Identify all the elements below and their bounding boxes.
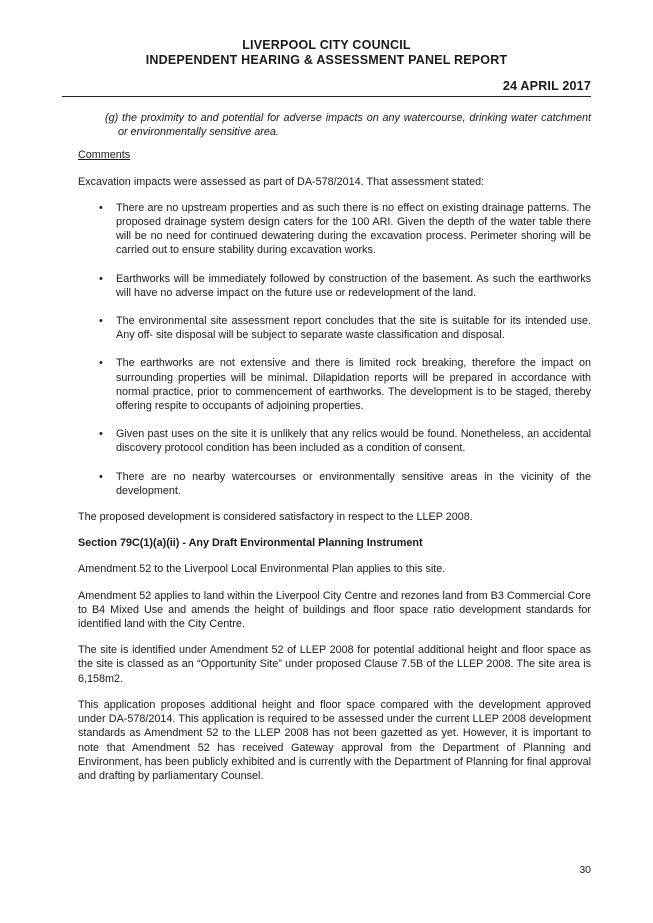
body-paragraph: Amendment 52 to the Liverpool Local Environmental Plan applies to this site.: [78, 563, 446, 576]
bullet-icon: •: [99, 272, 103, 285]
report-title: INDEPENDENT HEARING & ASSESSMENT PANEL REPORT: [145, 53, 508, 67]
bullet-item: [78, 314, 591, 342]
bullet-item: [78, 356, 591, 413]
bullet-text: There are no upstream properties and as such there is no effect on existing drainage patterns. The proposed drainage system design caters for the 100 ARI. Given the depth of the water table there will be no need for continued dewatering during the excavation process. Perimeter shoring will be carried out to ensure stability during excavation works.: [116, 201, 591, 257]
bullet-item: [78, 470, 591, 498]
assessment-bullet-list: [78, 201, 591, 498]
bullet-item: [78, 427, 591, 455]
bullet-icon: •: [99, 428, 103, 441]
bullet-item: [78, 201, 591, 258]
document-body: [78, 111, 591, 783]
bullet-icon: •: [99, 357, 103, 370]
bullet-icon: •: [99, 315, 103, 328]
bullet-text: The environmental site assessment report concludes that the site is suitable for its intended use. Any off- site disposal will be subject to separate waste classification and disposal.: [116, 315, 591, 342]
bullet-icon: •: [99, 470, 103, 483]
section-heading: Section 79C(1)(a)(ii) - Any Draft Environmental Planning Instrument: [78, 537, 423, 550]
clause-g: (g) the proximity to and potential for adverse impacts on any watercourse, drinking water catchment or environmentally sensitive area.: [105, 112, 591, 139]
page-number: 30: [579, 864, 591, 876]
body-paragraph: This application proposes additional height and floor space compared with the development approved under DA-578/2014. This application is required to be assessed under the current LLEP 2008 development standards as Amendment 52 to the LLEP 2008 has not been gazetted as yet. However, it is important to note that Amendment 52 has received Gateway approval from the Department of Planning and Environment, has been publicly exhibited and is currently with the Department of Planning for final approval and drafting by parliamentary Counsel.: [78, 698, 591, 782]
header-divider: [62, 96, 591, 97]
conclusion-paragraph: The proposed development is considered satisfactory in respect to the LLEP 2008.: [78, 511, 473, 524]
body-paragraph: Amendment 52 applies to land within the Liverpool City Centre and rezones land from B3 Commercial Core to B4 Mixed Use and amends the height of buildings and floor space ratio development standards for identified land with the City Centre.: [78, 589, 591, 631]
council-name: LIVERPOOL CITY COUNCIL: [242, 38, 411, 52]
intro-paragraph: Excavation impacts were assessed as part of DA-578/2014. That assessment stated:: [78, 175, 485, 188]
report-date: 24 APRIL 2017: [502, 79, 591, 93]
comments-heading: Comments: [78, 149, 131, 162]
bullet-icon: •: [99, 201, 103, 214]
bullet-text: Given past uses on the site it is unlikely that any relics would be found. Nonetheless, an accidental discovery protocol condition has been included as a condition of consent.: [116, 428, 591, 455]
body-paragraph: The site is identified under Amendment 52 of LLEP 2008 for potential additional height and floor space as the site is classed as an “Opportunity Site” under proposed Clause 7.5B of the LLEP 2008. The site area is 6,158m2.: [78, 644, 591, 685]
bullet-text: There are no nearby watercourses or environmentally sensitive areas in the vicinity of the development.: [116, 470, 591, 497]
bullet-text: The earthworks are not extensive and there is limited rock breaking, therefore the impact on surrounding properties will be minimal. Dilapidation reports will be prepared in accordance with normal practice, prior to commencement of earthworks. The development is to be staged, thereby offering respite to occupants of adjoining properties.: [116, 357, 591, 413]
bullet-text: Earthworks will be immediately followed by construction of the basement. As such the earthworks will have no adverse impact on the future use or redevelopment of the land.: [116, 272, 591, 299]
bullet-item: [78, 272, 591, 300]
